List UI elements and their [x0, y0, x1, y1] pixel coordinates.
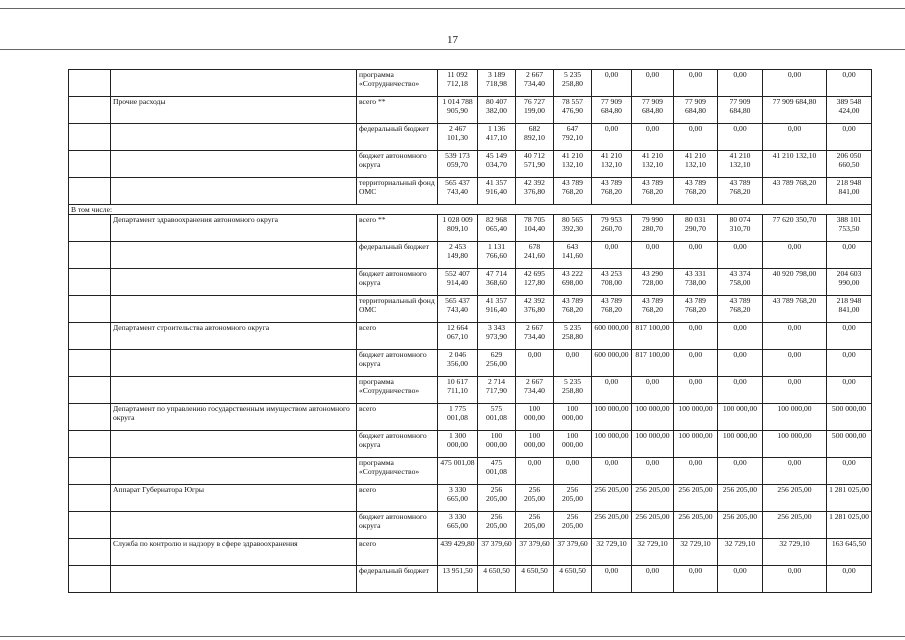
amount-cell: 41 357 916,40 — [478, 296, 516, 323]
amount-cell: 47 714 368,60 — [478, 269, 516, 296]
amount-cell: 11 092 712,18 — [438, 70, 478, 97]
amount-cell: 80 565 392,30 — [554, 215, 592, 242]
amount-cell: 1 281 025,00 — [827, 485, 872, 512]
amount-cell: 100 000,00 — [592, 431, 632, 458]
organization-cell — [111, 151, 357, 178]
amount-cell: 41 210 132,10 — [632, 151, 674, 178]
blank-cell — [69, 458, 111, 485]
amount-cell: 32 729,10 — [674, 539, 718, 566]
table-row — [69, 431, 872, 458]
blank-cell — [69, 377, 111, 404]
blank-cell — [69, 97, 111, 124]
amount-cell: 41 210 132,10 — [674, 151, 718, 178]
amount-cell: 43 789 768,20 — [592, 296, 632, 323]
table-row — [69, 323, 872, 350]
funding-source-cell: бюджет автономного округа — [357, 512, 438, 539]
funding-source-cell: федеральный бюджет — [357, 124, 438, 151]
amount-cell: 4 650,50 — [478, 566, 516, 593]
amount-cell: 256 205,00 — [554, 485, 592, 512]
table-row — [69, 485, 872, 512]
amount-cell: 43 789 768,20 — [674, 178, 718, 205]
amount-cell: 100 000,00 — [763, 404, 827, 431]
blank-cell — [69, 431, 111, 458]
amount-cell: 2 467 101,30 — [438, 124, 478, 151]
amount-cell: 0,00 — [763, 242, 827, 269]
amount-cell: 100 000,00 — [718, 404, 763, 431]
amount-cell: 629 256,00 — [478, 350, 516, 377]
amount-cell: 817 100,00 — [632, 323, 674, 350]
blank-cell — [69, 485, 111, 512]
amount-cell: 500 000,00 — [827, 404, 872, 431]
amount-cell: 2 667 734,40 — [516, 70, 554, 97]
amount-cell: 43 789 768,20 — [718, 296, 763, 323]
amount-cell: 100 000,00 — [516, 404, 554, 431]
amount-cell: 78 557 476,90 — [554, 97, 592, 124]
amount-cell: 256 205,00 — [478, 485, 516, 512]
amount-cell: 100 000,00 — [718, 431, 763, 458]
amount-cell: 600 000,00 — [592, 350, 632, 377]
amount-cell: 0,00 — [827, 124, 872, 151]
funding-source-cell: бюджет автономного округа — [357, 151, 438, 178]
amount-cell: 5 235 258,80 — [554, 323, 592, 350]
amount-cell: 0,00 — [718, 377, 763, 404]
amount-cell: 0,00 — [674, 124, 718, 151]
blank-cell — [69, 151, 111, 178]
amount-cell: 565 437 743,40 — [438, 178, 478, 205]
amount-cell: 1 775 001,08 — [438, 404, 478, 431]
amount-cell: 43 789 768,20 — [718, 178, 763, 205]
amount-cell: 256 205,00 — [718, 512, 763, 539]
amount-cell: 77 909 684,80 — [632, 97, 674, 124]
amount-cell: 256 205,00 — [674, 512, 718, 539]
table-row — [69, 151, 872, 178]
amount-cell: 1 300 000,00 — [438, 431, 478, 458]
blank-cell — [69, 512, 111, 539]
amount-cell: 0,00 — [827, 350, 872, 377]
funding-source-cell: всего — [357, 485, 438, 512]
amount-cell: 678 241,60 — [516, 242, 554, 269]
amount-cell: 0,00 — [592, 70, 632, 97]
funding-source-cell: бюджет автономного округа — [357, 350, 438, 377]
amount-cell: 5 235 258,80 — [554, 377, 592, 404]
top-scan-line — [0, 8, 905, 9]
amount-cell: 43 789 768,20 — [592, 178, 632, 205]
table-row — [69, 215, 872, 242]
amount-cell: 0,00 — [592, 124, 632, 151]
amount-cell: 1 136 417,10 — [478, 124, 516, 151]
amount-cell: 647 792,10 — [554, 124, 592, 151]
amount-cell: 43 789 768,20 — [674, 296, 718, 323]
amount-cell: 0,00 — [674, 242, 718, 269]
funding-source-cell: программа «Сотрудничество» — [357, 458, 438, 485]
amount-cell: 10 617 711,10 — [438, 377, 478, 404]
amount-cell: 2 046 356,00 — [438, 350, 478, 377]
amount-cell: 600 000,00 — [592, 323, 632, 350]
amount-cell: 0,00 — [718, 350, 763, 377]
organization-cell — [111, 269, 357, 296]
amount-cell: 552 407 914,40 — [438, 269, 478, 296]
amount-cell: 43 789 768,20 — [554, 296, 592, 323]
page-number: 17 — [447, 34, 458, 46]
organization-cell — [111, 566, 357, 593]
amount-cell: 43 789 768,20 — [632, 178, 674, 205]
amount-cell: 256 205,00 — [516, 485, 554, 512]
amount-cell: 43 789 768,20 — [632, 296, 674, 323]
amount-cell: 0,00 — [632, 70, 674, 97]
amount-cell: 0,00 — [763, 566, 827, 593]
budget-table-body — [69, 70, 872, 593]
bottom-scan-line — [0, 636, 905, 637]
amount-cell: 32 729,10 — [763, 539, 827, 566]
amount-cell: 4 650,50 — [516, 566, 554, 593]
amount-cell: 256 205,00 — [592, 512, 632, 539]
amount-cell: 256 205,00 — [718, 485, 763, 512]
amount-cell: 2 714 717,90 — [478, 377, 516, 404]
amount-cell: 42 695 127,80 — [516, 269, 554, 296]
amount-cell: 100 000,00 — [632, 431, 674, 458]
amount-cell: 100 000,00 — [674, 404, 718, 431]
amount-cell: 256 205,00 — [674, 485, 718, 512]
amount-cell: 45 149 034,70 — [478, 151, 516, 178]
amount-cell: 32 729,10 — [592, 539, 632, 566]
funding-source-cell: всего — [357, 539, 438, 566]
amount-cell: 475 001,08 — [438, 458, 478, 485]
amount-cell: 100 000,00 — [632, 404, 674, 431]
amount-cell: 41 210 132,10 — [718, 151, 763, 178]
amount-cell: 0,00 — [554, 350, 592, 377]
amount-cell: 204 603 990,00 — [827, 269, 872, 296]
amount-cell: 77 620 350,70 — [763, 215, 827, 242]
table-row — [69, 458, 872, 485]
amount-cell: 0,00 — [763, 124, 827, 151]
amount-cell: 0,00 — [674, 458, 718, 485]
amount-cell: 1 281 025,00 — [827, 512, 872, 539]
amount-cell: 0,00 — [718, 323, 763, 350]
table-row — [69, 242, 872, 269]
amount-cell: 475 001,08 — [478, 458, 516, 485]
amount-cell: 256 205,00 — [763, 485, 827, 512]
table-row — [69, 178, 872, 205]
amount-cell: 575 001,08 — [478, 404, 516, 431]
amount-cell: 77 909 684,80 — [592, 97, 632, 124]
table-row — [69, 97, 872, 124]
amount-cell: 43 290 728,00 — [632, 269, 674, 296]
table-row — [69, 124, 872, 151]
amount-cell: 100 000,00 — [674, 431, 718, 458]
amount-cell: 206 050 660,50 — [827, 151, 872, 178]
amount-cell: 40 712 571,90 — [516, 151, 554, 178]
amount-cell: 0,00 — [827, 323, 872, 350]
amount-cell: 77 909 684,80 — [718, 97, 763, 124]
funding-source-cell: всего — [357, 323, 438, 350]
organization-cell: Департамент по управлению государственным имуществом автономного округа — [111, 404, 357, 431]
amount-cell: 0,00 — [718, 458, 763, 485]
amount-cell: 100 000,00 — [554, 431, 592, 458]
amount-cell: 163 645,50 — [827, 539, 872, 566]
blank-cell — [69, 539, 111, 566]
blank-cell — [69, 242, 111, 269]
amount-cell: 43 789 768,20 — [763, 178, 827, 205]
amount-cell: 0,00 — [827, 242, 872, 269]
table-row — [69, 350, 872, 377]
amount-cell: 0,00 — [592, 566, 632, 593]
amount-cell: 1 014 788 905,90 — [438, 97, 478, 124]
amount-cell: 0,00 — [763, 458, 827, 485]
amount-cell: 0,00 — [592, 458, 632, 485]
amount-cell: 0,00 — [674, 70, 718, 97]
amount-cell: 0,00 — [554, 458, 592, 485]
amount-cell: 1 028 009 809,10 — [438, 215, 478, 242]
funding-source-cell: федеральный бюджет — [357, 242, 438, 269]
amount-cell: 1 131 766,60 — [478, 242, 516, 269]
amount-cell: 0,00 — [718, 70, 763, 97]
table-row — [69, 70, 872, 97]
funding-source-cell: федеральный бюджет — [357, 566, 438, 593]
amount-cell: 37 379,60 — [554, 539, 592, 566]
blank-cell — [69, 404, 111, 431]
amount-cell: 100 000,00 — [478, 431, 516, 458]
amount-cell: 2 453 149,80 — [438, 242, 478, 269]
amount-cell: 0,00 — [516, 458, 554, 485]
funding-source-cell: программа «Сотрудничество» — [357, 70, 438, 97]
amount-cell: 43 331 738,00 — [674, 269, 718, 296]
amount-cell: 13 951,50 — [438, 566, 478, 593]
funding-source-cell: бюджет автономного округа — [357, 431, 438, 458]
organization-cell — [111, 458, 357, 485]
amount-cell: 0,00 — [763, 70, 827, 97]
amount-cell: 0,00 — [827, 377, 872, 404]
amount-cell: 100 000,00 — [516, 431, 554, 458]
amount-cell: 682 892,10 — [516, 124, 554, 151]
amount-cell: 37 379,60 — [478, 539, 516, 566]
amount-cell: 2 667 734,40 — [516, 323, 554, 350]
amount-cell: 3 330 665,00 — [438, 512, 478, 539]
amount-cell: 41 210 132,10 — [763, 151, 827, 178]
section-label: В том числе: — [69, 205, 872, 215]
amount-cell: 256 205,00 — [763, 512, 827, 539]
amount-cell: 0,00 — [718, 242, 763, 269]
blank-cell — [69, 124, 111, 151]
table-row — [69, 404, 872, 431]
amount-cell: 12 664 067,10 — [438, 323, 478, 350]
amount-cell: 43 374 758,00 — [718, 269, 763, 296]
header-rule — [0, 49, 905, 50]
amount-cell: 0,00 — [674, 566, 718, 593]
funding-source-cell: всего — [357, 404, 438, 431]
organization-cell — [111, 178, 357, 205]
amount-cell: 0,00 — [632, 458, 674, 485]
organization-cell — [111, 377, 357, 404]
amount-cell: 37 379,60 — [516, 539, 554, 566]
amount-cell: 3 189 718,98 — [478, 70, 516, 97]
table-row — [69, 269, 872, 296]
amount-cell: 388 101 753,50 — [827, 215, 872, 242]
amount-cell: 0,00 — [763, 350, 827, 377]
table-row — [69, 512, 872, 539]
table-row — [69, 539, 872, 566]
table-row — [69, 566, 872, 593]
amount-cell: 3 343 973,90 — [478, 323, 516, 350]
amount-cell: 0,00 — [718, 124, 763, 151]
blank-cell — [69, 178, 111, 205]
blank-cell — [69, 566, 111, 593]
amount-cell: 43 789 768,20 — [554, 178, 592, 205]
funding-source-cell: бюджет автономного округа — [357, 269, 438, 296]
amount-cell: 256 205,00 — [478, 512, 516, 539]
blank-cell — [69, 323, 111, 350]
funding-source-cell: всего ** — [357, 215, 438, 242]
amount-cell: 80 407 382,00 — [478, 97, 516, 124]
amount-cell: 256 205,00 — [554, 512, 592, 539]
amount-cell: 256 205,00 — [632, 485, 674, 512]
organization-cell — [111, 350, 357, 377]
amount-cell: 817 100,00 — [632, 350, 674, 377]
blank-cell — [69, 70, 111, 97]
amount-cell: 0,00 — [632, 377, 674, 404]
organization-cell: Прочие расходы — [111, 97, 357, 124]
amount-cell: 256 205,00 — [516, 512, 554, 539]
organization-cell — [111, 124, 357, 151]
amount-cell: 79 953 260,70 — [592, 215, 632, 242]
amount-cell: 100 000,00 — [592, 404, 632, 431]
amount-cell: 0,00 — [674, 323, 718, 350]
amount-cell: 43 222 698,00 — [554, 269, 592, 296]
organization-cell: Служба по контролю и надзору в сфере здравоохранения — [111, 539, 357, 566]
amount-cell: 0,00 — [632, 566, 674, 593]
amount-cell: 82 968 065,40 — [478, 215, 516, 242]
amount-cell: 3 330 665,00 — [438, 485, 478, 512]
blank-cell — [69, 215, 111, 242]
amount-cell: 40 920 798,00 — [763, 269, 827, 296]
table-row — [69, 377, 872, 404]
amount-cell: 0,00 — [718, 566, 763, 593]
amount-cell: 389 548 424,00 — [827, 97, 872, 124]
amount-cell: 32 729,10 — [632, 539, 674, 566]
amount-cell: 0,00 — [763, 323, 827, 350]
amount-cell: 0,00 — [674, 377, 718, 404]
organization-cell: Департамент здравоохранения автономного округа — [111, 215, 357, 242]
amount-cell: 2 667 734,40 — [516, 377, 554, 404]
blank-cell — [69, 350, 111, 377]
amount-cell: 565 437 743,40 — [438, 296, 478, 323]
organization-cell — [111, 512, 357, 539]
amount-cell: 32 729,10 — [718, 539, 763, 566]
amount-cell: 79 990 280,70 — [632, 215, 674, 242]
amount-cell: 0,00 — [632, 124, 674, 151]
organization-cell: Аппарат Губернатора Югры — [111, 485, 357, 512]
organization-cell: Департамент строительства автономного округа — [111, 323, 357, 350]
funding-source-cell: территориальный фонд ОМС — [357, 296, 438, 323]
budget-table — [68, 69, 872, 593]
amount-cell: 76 727 199,00 — [516, 97, 554, 124]
amount-cell: 41 210 132,10 — [554, 151, 592, 178]
amount-cell: 77 909 684,80 — [763, 97, 827, 124]
amount-cell: 78 705 104,40 — [516, 215, 554, 242]
amount-cell: 439 429,80 — [438, 539, 478, 566]
amount-cell: 41 210 132,10 — [592, 151, 632, 178]
amount-cell: 256 205,00 — [592, 485, 632, 512]
amount-cell: 0,00 — [827, 458, 872, 485]
amount-cell: 256 205,00 — [632, 512, 674, 539]
amount-cell: 41 357 916,40 — [478, 178, 516, 205]
organization-cell — [111, 296, 357, 323]
amount-cell: 4 650,50 — [554, 566, 592, 593]
amount-cell: 80 031 290,70 — [674, 215, 718, 242]
amount-cell: 43 253 708,00 — [592, 269, 632, 296]
amount-cell: 0,00 — [592, 242, 632, 269]
amount-cell: 218 948 841,00 — [827, 178, 872, 205]
amount-cell: 218 948 841,00 — [827, 296, 872, 323]
table-row — [69, 296, 872, 323]
organization-cell — [111, 431, 357, 458]
amount-cell: 5 235 258,80 — [554, 70, 592, 97]
organization-cell — [111, 242, 357, 269]
amount-cell: 0,00 — [674, 350, 718, 377]
amount-cell: 80 074 310,70 — [718, 215, 763, 242]
amount-cell: 0,00 — [592, 377, 632, 404]
section-row — [69, 205, 872, 215]
amount-cell: 43 789 768,20 — [763, 296, 827, 323]
amount-cell: 539 173 059,70 — [438, 151, 478, 178]
organization-cell — [111, 70, 357, 97]
amount-cell: 100 000,00 — [554, 404, 592, 431]
blank-cell — [69, 269, 111, 296]
amount-cell: 0,00 — [763, 377, 827, 404]
amount-cell: 42 392 376,80 — [516, 178, 554, 205]
amount-cell: 0,00 — [827, 70, 872, 97]
amount-cell: 0,00 — [632, 242, 674, 269]
amount-cell: 42 392 376,80 — [516, 296, 554, 323]
amount-cell: 0,00 — [827, 566, 872, 593]
amount-cell: 100 000,00 — [763, 431, 827, 458]
funding-source-cell: программа «Сотрудничество» — [357, 377, 438, 404]
amount-cell: 77 909 684,80 — [674, 97, 718, 124]
amount-cell: 0,00 — [516, 350, 554, 377]
amount-cell: 643 141,60 — [554, 242, 592, 269]
funding-source-cell: всего ** — [357, 97, 438, 124]
funding-source-cell: территориальный фонд ОМС — [357, 178, 438, 205]
blank-cell — [69, 296, 111, 323]
amount-cell: 500 000,00 — [827, 431, 872, 458]
